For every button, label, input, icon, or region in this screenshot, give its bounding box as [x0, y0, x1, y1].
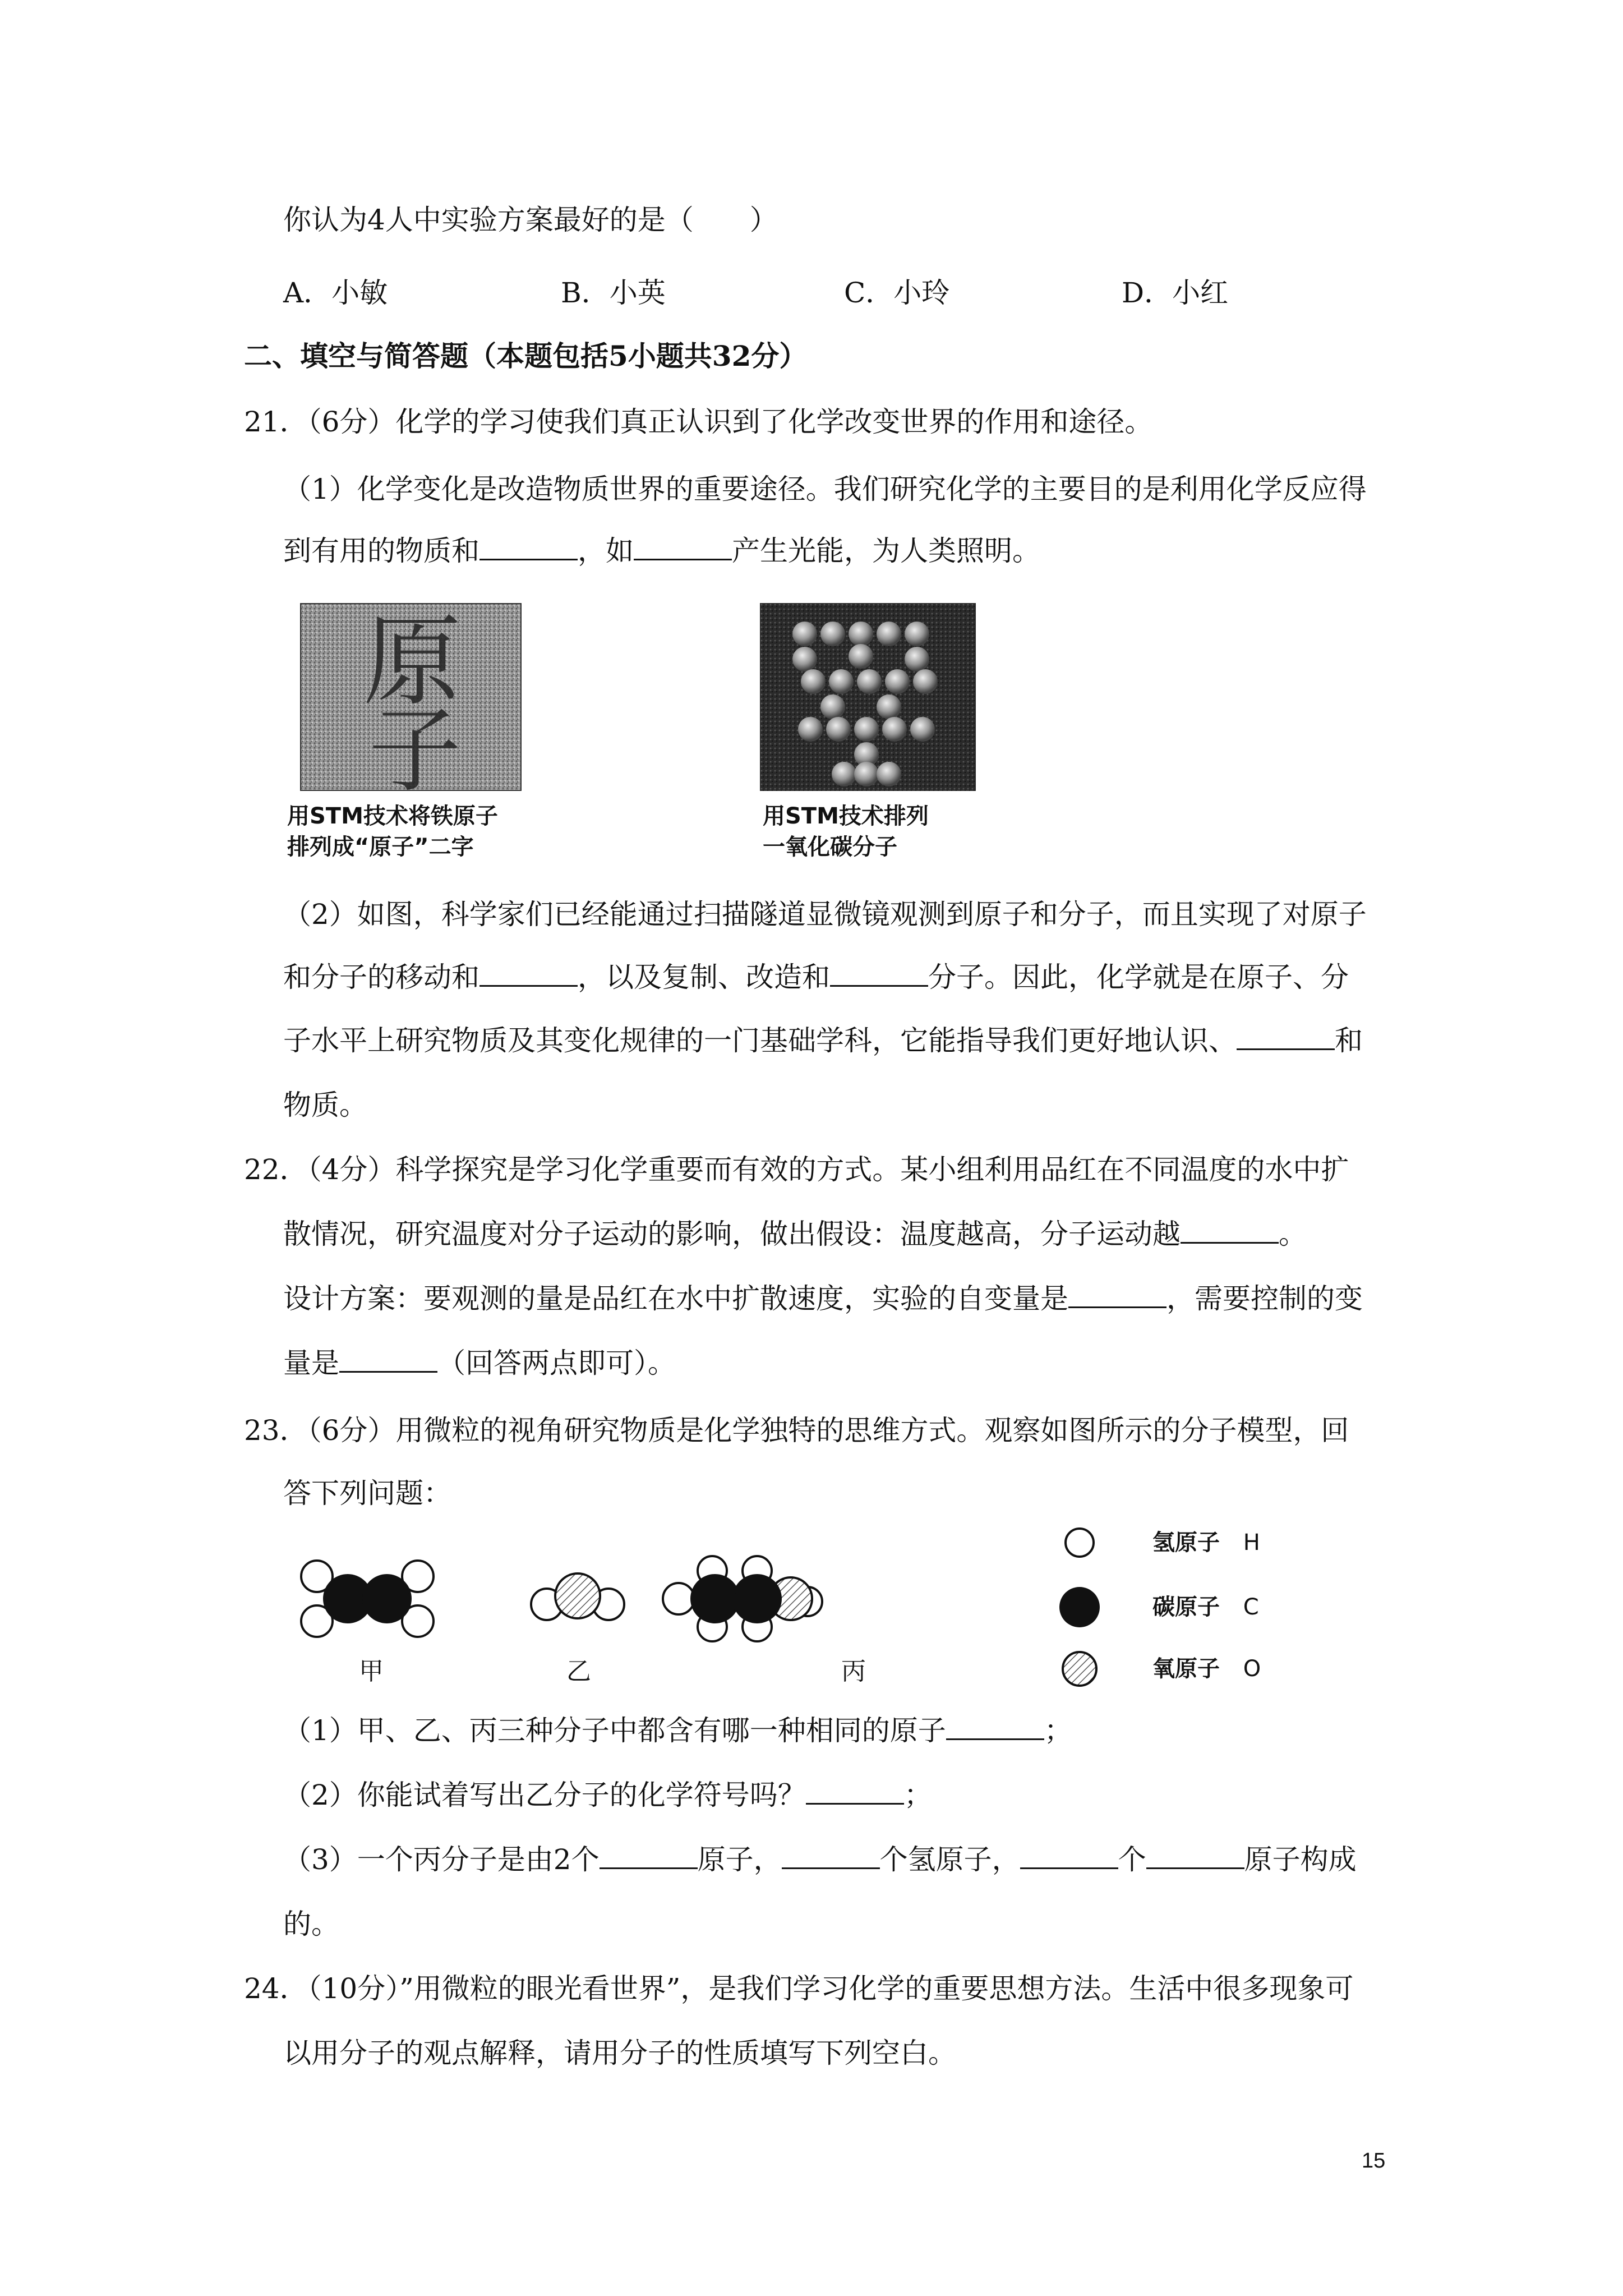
- carbon-atom-icon: [1059, 1587, 1100, 1627]
- page-number: 15: [1362, 2149, 1386, 2173]
- stm-image-1-caption-line1: 用STM技术将铁原子: [287, 803, 498, 829]
- q23-line1: 23．（6分）用微粒的视角研究物质是化学独特的思维方式。观察如图所示的分子模型，回: [244, 1414, 1349, 1447]
- question-20-prompt: 你认为4人中实验方案最好的是（ ）: [283, 204, 778, 236]
- molecule-bing: [663, 1556, 822, 1641]
- oxygen-atom-icon: [1063, 1652, 1096, 1686]
- answer-blank[interactable]: [339, 1346, 437, 1373]
- label-jia: 甲: [359, 1657, 384, 1686]
- q23-sub3-line2: 的。: [283, 1908, 339, 1940]
- stm-co-molecules-image: [760, 603, 976, 791]
- q23-sub3: （3）一个丙分子是由2个 原子， 个氢原子， 个 原子构成: [283, 1843, 1357, 1876]
- hydrogen-atom-icon: [1066, 1529, 1094, 1557]
- q21-part1-line2: 到有用的物质和 ，如 产生光能，为人类照明。: [283, 535, 1040, 567]
- answer-blank[interactable]: [946, 1714, 1044, 1740]
- answer-blank[interactable]: [806, 1778, 904, 1805]
- q21-part2-line1: （2）如图，科学家们已经能通过扫描隧道显微镜观测到原子和分子，而且实现了对原子: [283, 898, 1367, 931]
- answer-blank[interactable]: [1181, 1217, 1279, 1244]
- answer-blank[interactable]: [830, 960, 928, 987]
- answer-blank[interactable]: [600, 1843, 698, 1869]
- stm-image-2-caption-line2: 一氧化碳分子: [763, 834, 897, 860]
- q24-line1: 24．（10分）”用微粒的眼光看世界”，是我们学习化学的重要思想方法。生活中很多现象可: [244, 1972, 1354, 2005]
- answer-blank[interactable]: [782, 1843, 880, 1869]
- answer-blank[interactable]: [1146, 1843, 1244, 1869]
- molecule-yi: [531, 1573, 624, 1620]
- option-c: C．小玲: [844, 277, 950, 309]
- option-b: B．小英: [561, 277, 666, 309]
- answer-blank[interactable]: [634, 534, 732, 560]
- label-bing: 丙: [841, 1657, 866, 1686]
- legend-hydrogen: 氢原子 H: [1152, 1530, 1260, 1556]
- molecule-jia: [301, 1561, 434, 1637]
- q21-part2-line3: 子水平上研究物质及其变化规律的一门基础学科，它能指导我们更好地认识、 和: [283, 1024, 1363, 1057]
- stm-image-1-caption-line2: 排列成“原子”二字: [287, 834, 474, 860]
- q23-sub1: （1）甲、乙、丙三种分子中都含有哪一种相同的原子 ；: [283, 1714, 1072, 1747]
- option-a: A．小敏: [283, 277, 388, 309]
- q21-part2-line2: 和分子的移动和 ，以及复制、改造和 分子。因此，化学就是在原子、分: [283, 961, 1349, 993]
- q23-line2: 答下列问题：: [283, 1477, 451, 1510]
- q22-line4: 量是 （回答两点即可）。: [283, 1347, 676, 1379]
- q24-line2: 以用分子的观点解释，请用分子的性质填写下列空白。: [283, 2037, 956, 2069]
- section-title: 二、填空与简答题（本题包括5小题共32分）: [244, 339, 808, 372]
- legend-carbon: 碳原子 C: [1152, 1594, 1259, 1620]
- svg-text:子: 子: [368, 697, 462, 791]
- molecule-models-figure: [283, 1548, 1012, 1705]
- answer-blank[interactable]: [1068, 1282, 1166, 1308]
- answer-blank[interactable]: [479, 960, 578, 987]
- q22-line2: 散情况，研究温度对分子运动的影响，做出假设：温度越高，分子运动越 。: [283, 1218, 1307, 1250]
- legend-oxygen: 氧原子 O: [1152, 1656, 1261, 1682]
- option-d: D．小红: [1122, 277, 1229, 309]
- stm-image-2-caption-line1: 用STM技术排列: [763, 803, 929, 829]
- label-yi: 乙: [566, 1657, 591, 1686]
- q21-stem: 21．（6分）化学的学习使我们真正认识到了化学改变世界的作用和途径。: [244, 406, 1153, 438]
- q21-part1-line1: （1）化学变化是改造物质世界的重要途径。我们研究化学的主要目的是利用化学反应得: [283, 473, 1367, 505]
- q22-line3: 设计方案：要观测的量是品红在水中扩散速度，实验的自变量是 ，需要控制的变: [283, 1282, 1363, 1315]
- q22-line1: 22．（4分）科学探究是学习化学重要而有效的方式。某小组利用品红在不同温度的水中扩: [244, 1153, 1349, 1186]
- answer-blank[interactable]: [1020, 1843, 1118, 1869]
- answer-blank[interactable]: [479, 534, 578, 560]
- answer-blank[interactable]: [1237, 1024, 1335, 1050]
- legend-symbols: [1054, 1517, 1105, 1691]
- q21-part2-line4: 物质。: [283, 1089, 367, 1121]
- svg-text:原: 原: [363, 605, 462, 719]
- stm-iron-atoms-image: [300, 603, 522, 791]
- q23-sub2: （2）你能试着写出乙分子的化学符号吗？ ；: [283, 1779, 932, 1811]
